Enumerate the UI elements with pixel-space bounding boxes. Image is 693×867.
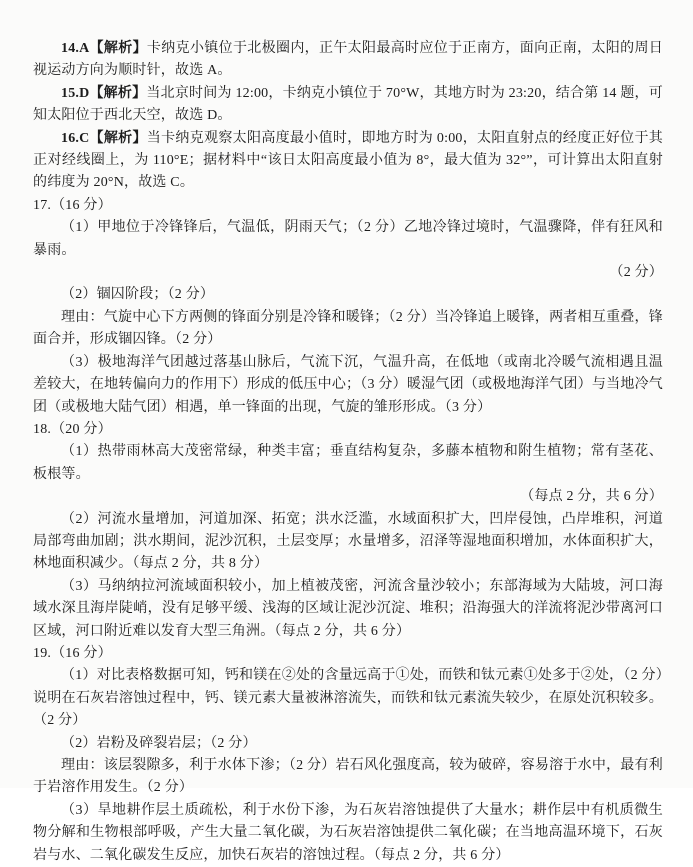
q19-part2-reason: 理由：该层裂隙多，利于水体下渗；（2 分）岩石风化强度高，较为破碎，容易溶于水中，最有利于岩溶作用发生。（2 分） [33,758,663,796]
q19-part1: （1）对比表格数据可知，钙和镁在②处的含量远高于①处，而铁和钛元素①处多于②处，（2 分）说明在石灰岩溶蚀过程中，钙、镁元素大量被淋溶流失，而铁和钛元素流失较少，在原处沉积较多。（2 分） [33,668,663,729]
q18-part1: （1）热带雨林高大茂密常绿，种类丰富；垂直结构复杂，多藤本植物和附生植物；常有茎花、板根等。 [33,444,663,482]
answer-16-text: 当卡纳克观察太阳高度最小值时，即地方时为 0:00，太阳直射点的经度正好位于其正对经线圈上，为 110°E；据材料中“该日太阳高度最小值为 8°，最大值为 32°”，可计算出太阳直射的纬度为 20°N，故选 C。 [33,130,664,191]
answer-15-text: 当北京时间为 12:00，卡纳克小镇位于 70°W，其地方时为 23:20，结合第 14 题，可知太阳位于西北天空，故选 D。 [33,85,663,124]
q17-part1: （1）甲地位于冷锋锋后，气温低，阴雨天气；（2 分）乙地冷锋过境时，气温骤降，伴有狂风和暴雨。 [33,220,663,258]
q17-part2: （2）锢囚阶段；（2 分） [61,287,215,303]
answer-14-text: 卡纳克小镇位于北极圈内，正午太阳最高时应位于正南方，面向正南，太阳的周日视运动方向为顺时针，故选 A。 [33,41,664,79]
q19-part3: （3）旱地耕作层土质疏松，利于水份下渗，为石灰岩溶蚀提供了大量水；耕作层中有机质微生物分解和生物根部呼吸，产生大量二氧化碳，为石灰岩溶蚀提供二氧化碳；在当地高温环境下，石灰岩与水、二氧化碳发生反应，加快石灰岩的溶蚀过程。（每点 2 分，共 6 分） [33,802,663,863]
q18-heading: 18.（20 分） [33,421,112,437]
q17-part3: （3）极地海洋气团越过落基山脉后，气流下沉，气温升高，在低地（或南北冷暖气流相遇且温差较大，在地转偏向力的作用下）形成的低压中心；（3 分）暖湿气团（或极地海洋气团）与当地冷气团（或极地大陆气团）相遇，单一锋面的出现，气旋的雏形形成。（3 分） [33,354,663,415]
q18-part2: （2）河流水量增加，河道加深、拓宽；洪水泛滥，水域面积扩大，凹岸侵蚀，凸岸堆积，河道局部弯曲加剧；洪水期间，泥沙沉积，土层变厚；水量增多，沼泽等湿地面积增加，水体面积扩大，林地面积减少。（每点 2 分，共 8 分） [33,511,663,572]
q18-part3: （3）马纳纳拉河流域面积较小，加上植被茂密，河流含量沙较小；东部海域为大陆坡，河口海域水深且海岸陡峭，没有足够平缓、浅海的区域让泥沙沉淀、堆积；沿海强大的洋流将泥沙带离河口区域，河口附近难以发育大型三角洲。（每点 2 分，共 6 分） [33,578,663,639]
answer-14 [33,38,663,83]
answer-16-label: 16.C【解析】 [61,130,147,146]
q17-part1-score: （2 分） [609,265,663,281]
answer-16 [33,128,663,195]
q17-part2-reason: 理由：气旋中心下方两侧的锋面分别是冷锋和暖锋；（2 分）当冷锋追上暖锋，两者相互重叠，锋面合并，形成锢囚锋。（2 分） [33,309,663,348]
answer-14-label: 14.A【解析】 [61,41,147,56]
q17-heading: 17.（16 分） [33,197,112,213]
answer-15 [33,83,663,128]
q19-heading: 19.（16 分） [33,645,112,661]
q19-part2: （2）岩粉及碎裂岩层；（2 分） [61,735,257,751]
q18-part1-score: （每点 2 分，共 6 分） [520,489,663,505]
answer-15-label: 15.D【解析】 [61,85,147,101]
